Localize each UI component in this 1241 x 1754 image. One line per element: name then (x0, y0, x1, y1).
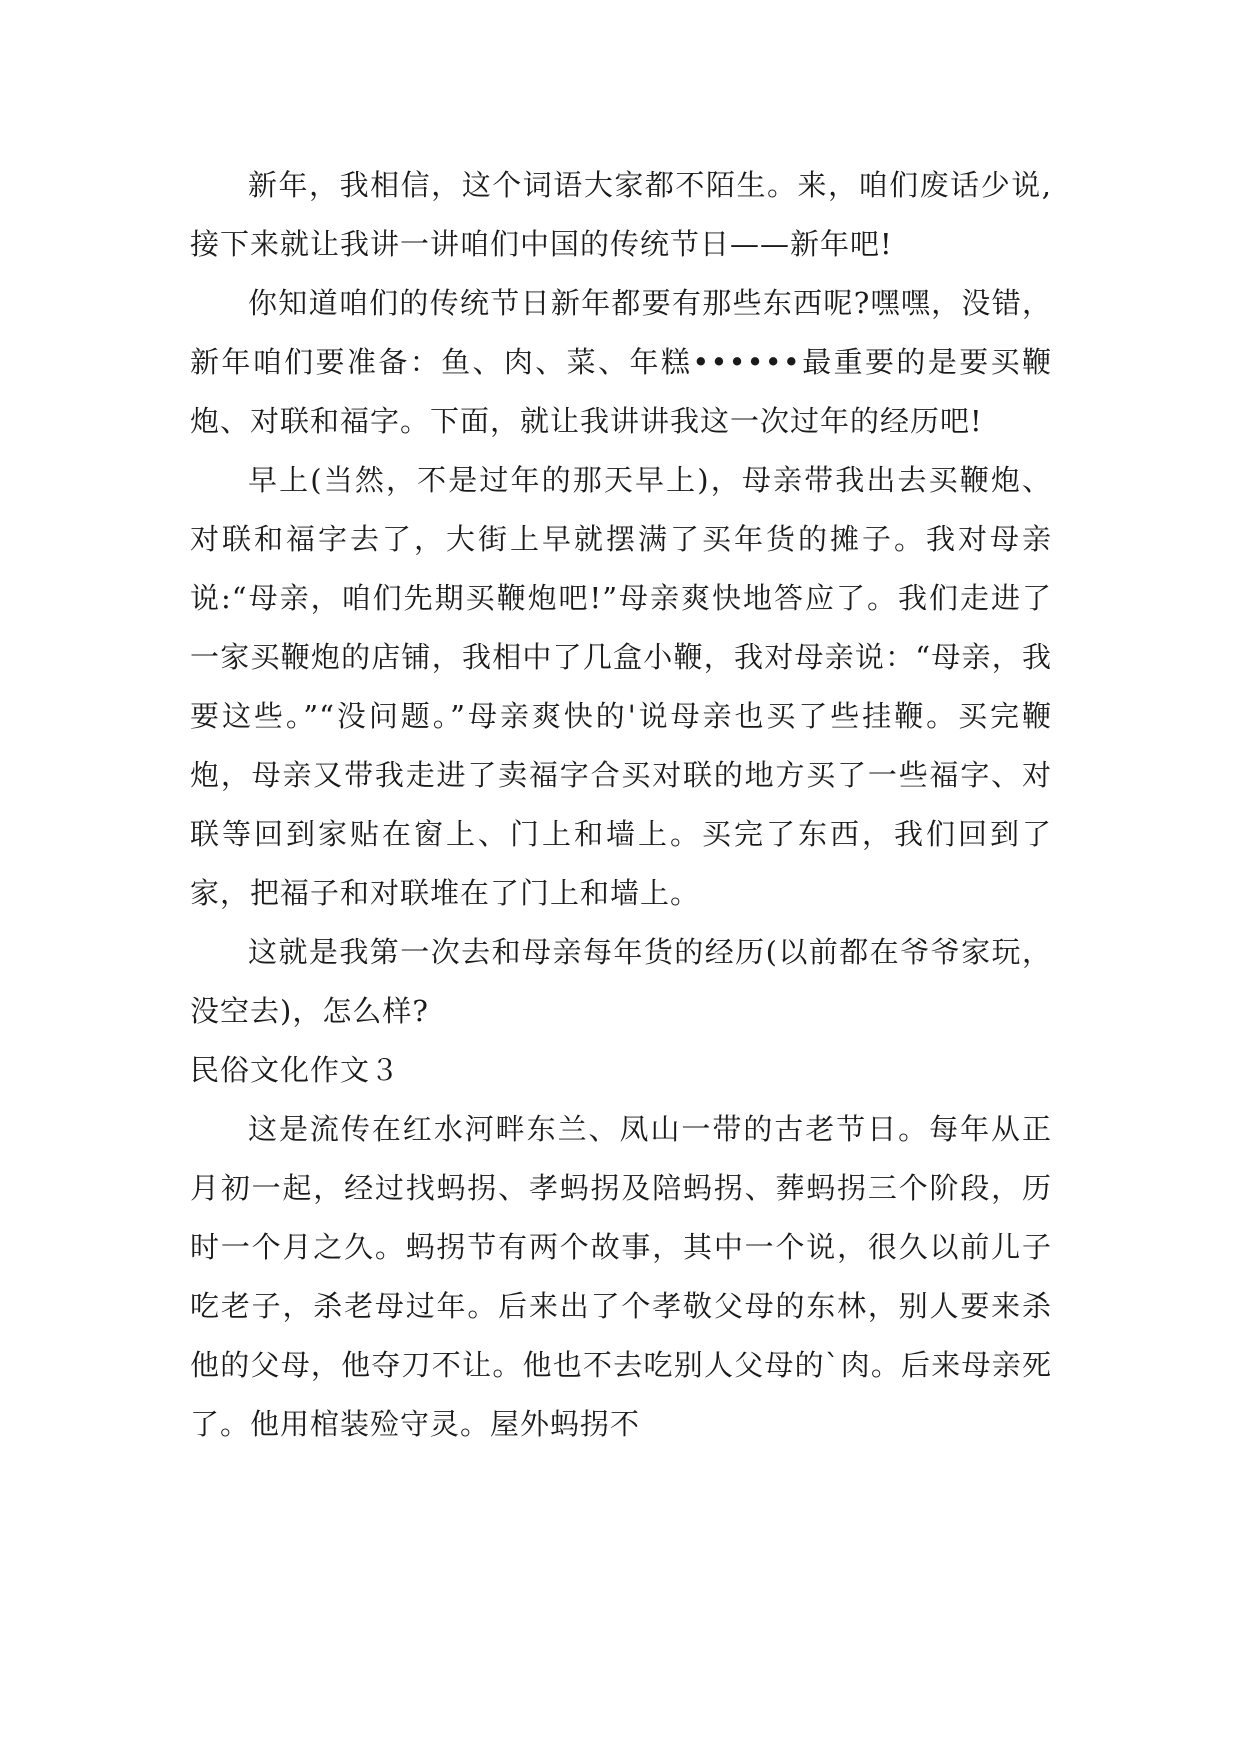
paragraph-frog-festival: 这是流传在红水河畔东兰、凤山一带的古老节日。每年从正月初一起，经过找蚂拐、孝蚂拐及陪蚂拐、葬蚂拐三个阶段，历时一个月之久。蚂拐节有两个故事，其中一个说，很久以前儿子吃老子，杀老母过年。后来出了个孝敬父母的东林，别人要来杀他的父母，他夺刀不让。他也不去吃别人父母的`肉。后来母亲死了。他用棺装殓守灵。屋外蚂拐不 (190, 1112, 1052, 1441)
paragraph-conclusion: 这就是我第一次去和母亲每年货的经历(以前都在爷爷家玩，没空去)，怎么样? (190, 935, 1052, 1028)
paragraph-new-year-preparations: 你知道咱们的传统节日新年都要有那些东西呢?嘿嘿，没错，新年咱们要准备：鱼、肉、菜、年糕••••••最重要的是要买鞭炮、对联和福字。下面，就让我讲讲我这一次过年的经历吧! (190, 286, 1052, 438)
paragraph-new-year-intro: 新年，我相信，这个词语大家都不陌生。来，咱们废话少说,接下来就让我讲一讲咱们中国的传统节日——新年吧! (190, 168, 1052, 261)
section-heading: 民俗文化作文３ (190, 1053, 401, 1087)
document-page (190, 156, 1052, 1454)
paragraph-shopping-story: 早上(当然，不是过年的那天早上)，母亲带我出去买鞭炮、对联和福字去了，大街上早就摆满了买年货的摊子。我对母亲说:“母亲，咱们先期买鞭炮吧!”母亲爽快地答应了。我们走进了一家买鞭炮的店铺，我相中了几盒小鞭，我对母亲说：“母亲，我要这些。”“没问题。”母亲爽快的'说母亲也买了些挂鞭。买完鞭炮，母亲又带我走进了卖福字合买对联的地方买了一些福字、对联等回到家贴在窗上、门上和墙上。买完了东西，我们回到了家，把福子和对联堆在了门上和墙上。 (190, 463, 1052, 910)
